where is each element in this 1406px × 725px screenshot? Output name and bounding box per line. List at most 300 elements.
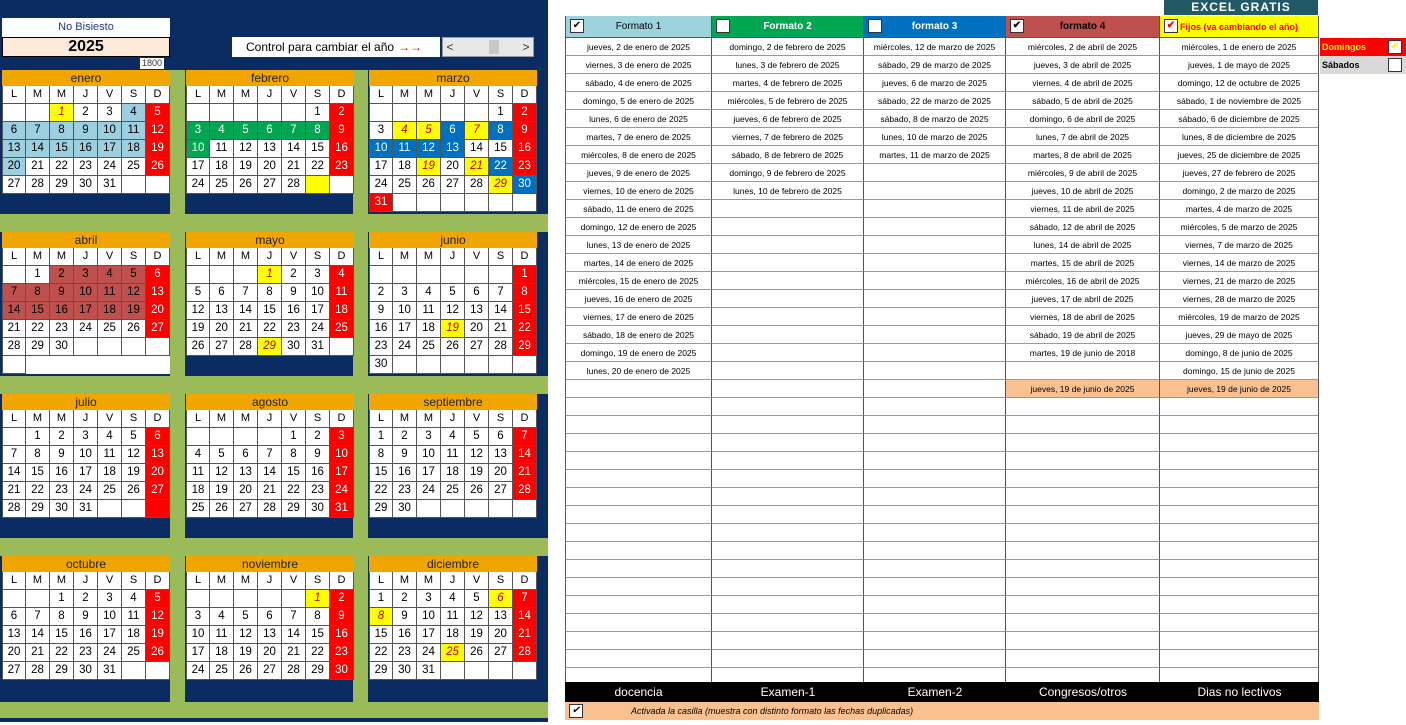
- date-cell[interactable]: [864, 344, 1006, 362]
- date-cell[interactable]: [1160, 506, 1319, 524]
- format-checkbox[interactable]: ✔: [716, 19, 730, 33]
- date-cell[interactable]: sábado, 29 de marzo de 2025: [864, 56, 1006, 74]
- day-cell[interactable]: 17: [306, 302, 330, 320]
- day-cell[interactable]: 3: [74, 266, 98, 284]
- date-cell[interactable]: [565, 488, 712, 506]
- day-cell[interactable]: 30: [330, 662, 354, 680]
- day-cell[interactable]: 16: [50, 302, 74, 320]
- day-cell[interactable]: 24: [74, 320, 98, 338]
- day-cell[interactable]: [282, 104, 306, 122]
- day-cell[interactable]: [393, 356, 417, 374]
- date-cell[interactable]: miércoles, 19 de marzo de 2025: [1160, 308, 1319, 326]
- day-cell[interactable]: 25: [330, 320, 354, 338]
- day-cell[interactable]: 11: [441, 608, 465, 626]
- day-cell[interactable]: 26: [441, 338, 465, 356]
- day-cell[interactable]: [441, 662, 465, 680]
- day-cell[interactable]: 25: [441, 482, 465, 500]
- date-cell[interactable]: [712, 416, 864, 434]
- day-cell[interactable]: 16: [330, 140, 354, 158]
- day-cell[interactable]: 21: [26, 158, 50, 176]
- day-cell[interactable]: [74, 338, 98, 356]
- day-cell[interactable]: [234, 104, 258, 122]
- day-cell[interactable]: 1: [306, 104, 330, 122]
- day-cell[interactable]: 8: [369, 446, 393, 464]
- date-cell[interactable]: [712, 272, 864, 290]
- day-cell[interactable]: 29: [50, 662, 74, 680]
- date-cell[interactable]: [712, 434, 864, 452]
- format-checkbox[interactable]: ✔: [1164, 19, 1178, 33]
- day-cell[interactable]: 10: [369, 140, 393, 158]
- day-cell[interactable]: 12: [234, 626, 258, 644]
- day-cell[interactable]: 1: [258, 266, 282, 284]
- day-cell[interactable]: 20: [146, 464, 170, 482]
- day-cell[interactable]: 27: [210, 338, 234, 356]
- day-cell[interactable]: [465, 500, 489, 518]
- day-cell[interactable]: 28: [513, 644, 537, 662]
- day-cell[interactable]: 10: [186, 626, 210, 644]
- date-cell[interactable]: viernes, 14 de marzo de 2025: [1160, 254, 1319, 272]
- day-cell[interactable]: 19: [122, 464, 146, 482]
- day-cell[interactable]: 30: [74, 662, 98, 680]
- day-cell[interactable]: 17: [186, 158, 210, 176]
- day-cell[interactable]: [146, 500, 170, 518]
- date-cell[interactable]: [712, 290, 864, 308]
- day-cell[interactable]: 1: [50, 104, 74, 122]
- day-cell[interactable]: 13: [210, 302, 234, 320]
- day-cell[interactable]: 25: [98, 482, 122, 500]
- date-cell[interactable]: [1160, 452, 1319, 470]
- day-cell[interactable]: 27: [489, 482, 513, 500]
- day-cell[interactable]: 26: [210, 500, 234, 518]
- day-cell[interactable]: 22: [50, 158, 74, 176]
- day-cell[interactable]: [489, 662, 513, 680]
- day-cell[interactable]: 26: [146, 644, 170, 662]
- date-cell[interactable]: [712, 362, 864, 380]
- day-cell[interactable]: 28: [234, 338, 258, 356]
- date-cell[interactable]: [864, 578, 1006, 596]
- day-cell[interactable]: 15: [26, 464, 50, 482]
- day-cell[interactable]: 24: [98, 644, 122, 662]
- date-cell[interactable]: sábado, 4 de enero de 2025: [565, 74, 712, 92]
- day-cell[interactable]: 21: [258, 482, 282, 500]
- day-cell[interactable]: 20: [465, 320, 489, 338]
- day-cell[interactable]: 20: [146, 302, 170, 320]
- day-cell[interactable]: 4: [122, 104, 146, 122]
- day-cell[interactable]: 9: [50, 284, 74, 302]
- day-cell[interactable]: 19: [146, 140, 170, 158]
- day-cell[interactable]: 19: [122, 302, 146, 320]
- date-cell[interactable]: [864, 488, 1006, 506]
- day-cell[interactable]: [465, 356, 489, 374]
- day-cell[interactable]: 27: [234, 500, 258, 518]
- day-cell[interactable]: 11: [122, 608, 146, 626]
- day-cell[interactable]: [2, 590, 26, 608]
- day-cell[interactable]: 7: [2, 446, 26, 464]
- day-cell[interactable]: 4: [122, 590, 146, 608]
- day-cell[interactable]: 15: [306, 140, 330, 158]
- day-cell[interactable]: 1: [369, 590, 393, 608]
- day-cell[interactable]: 4: [210, 122, 234, 140]
- day-cell[interactable]: 28: [465, 176, 489, 194]
- day-cell[interactable]: 18: [441, 626, 465, 644]
- day-cell[interactable]: 24: [417, 644, 441, 662]
- date-cell[interactable]: [565, 524, 712, 542]
- day-cell[interactable]: [122, 662, 146, 680]
- day-cell[interactable]: 29: [513, 338, 537, 356]
- day-cell[interactable]: 10: [306, 284, 330, 302]
- day-cell[interactable]: 6: [2, 122, 26, 140]
- day-cell[interactable]: 22: [489, 158, 513, 176]
- date-cell[interactable]: [712, 254, 864, 272]
- date-cell[interactable]: miércoles, 12 de marzo de 2025: [864, 38, 1006, 56]
- date-cell[interactable]: sábado, 12 de abril de 2025: [1006, 218, 1160, 236]
- day-cell[interactable]: 10: [186, 140, 210, 158]
- day-cell[interactable]: [2, 266, 26, 284]
- day-cell[interactable]: 6: [146, 428, 170, 446]
- day-cell[interactable]: 11: [393, 140, 417, 158]
- day-cell[interactable]: 1: [50, 590, 74, 608]
- day-cell[interactable]: 13: [146, 284, 170, 302]
- day-cell[interactable]: 3: [417, 590, 441, 608]
- day-cell[interactable]: 8: [50, 122, 74, 140]
- date-cell[interactable]: jueves, 19 de junio de 2025: [1006, 380, 1160, 398]
- date-cell[interactable]: [864, 614, 1006, 632]
- date-cell[interactable]: [712, 398, 864, 416]
- day-cell[interactable]: 22: [513, 320, 537, 338]
- day-cell[interactable]: 4: [441, 590, 465, 608]
- format-checkbox[interactable]: ✔: [868, 19, 882, 33]
- day-cell[interactable]: 14: [489, 302, 513, 320]
- date-cell[interactable]: [712, 578, 864, 596]
- date-cell[interactable]: sábado, 8 de febrero de 2025: [712, 146, 864, 164]
- day-cell[interactable]: 5: [122, 266, 146, 284]
- date-cell[interactable]: [1006, 398, 1160, 416]
- day-cell[interactable]: 12: [234, 140, 258, 158]
- day-cell[interactable]: [417, 500, 441, 518]
- date-cell[interactable]: jueves, 19 de junio de 2025: [1160, 380, 1319, 398]
- date-cell[interactable]: domingo, 12 de enero de 2025: [565, 218, 712, 236]
- date-cell[interactable]: [565, 416, 712, 434]
- day-cell[interactable]: [441, 266, 465, 284]
- day-cell[interactable]: 6: [489, 590, 513, 608]
- date-cell[interactable]: viernes, 7 de febrero de 2025: [712, 128, 864, 146]
- day-cell[interactable]: 24: [330, 482, 354, 500]
- day-cell[interactable]: 30: [74, 176, 98, 194]
- day-cell[interactable]: [330, 338, 354, 356]
- day-cell[interactable]: 17: [330, 464, 354, 482]
- day-cell[interactable]: 16: [513, 140, 537, 158]
- format-header-1[interactable]: [565, 16, 712, 38]
- day-cell[interactable]: [26, 104, 50, 122]
- domingos-option[interactable]: [1320, 38, 1406, 56]
- day-cell[interactable]: [513, 662, 537, 680]
- date-cell[interactable]: [1160, 524, 1319, 542]
- day-cell[interactable]: 25: [122, 158, 146, 176]
- day-cell[interactable]: 8: [26, 284, 50, 302]
- day-cell[interactable]: 3: [186, 608, 210, 626]
- date-cell[interactable]: viernes, 21 de marzo de 2025: [1160, 272, 1319, 290]
- date-cell[interactable]: viernes, 10 de enero de 2025: [565, 182, 712, 200]
- date-cell[interactable]: sábado, 22 de marzo de 2025: [864, 92, 1006, 110]
- day-cell[interactable]: 11: [441, 446, 465, 464]
- domingos-checkbox[interactable]: ✔: [1388, 40, 1402, 54]
- day-cell[interactable]: 5: [465, 590, 489, 608]
- date-cell[interactable]: lunes, 20 de enero de 2025: [565, 362, 712, 380]
- day-cell[interactable]: 6: [210, 284, 234, 302]
- day-cell[interactable]: [393, 266, 417, 284]
- date-cell[interactable]: [712, 524, 864, 542]
- day-cell[interactable]: [98, 338, 122, 356]
- day-cell[interactable]: 17: [74, 302, 98, 320]
- day-cell[interactable]: 23: [50, 320, 74, 338]
- date-cell[interactable]: [1160, 416, 1319, 434]
- day-cell[interactable]: 4: [393, 122, 417, 140]
- day-cell[interactable]: 12: [146, 608, 170, 626]
- date-cell[interactable]: domingo, 6 de abril de 2025: [1006, 110, 1160, 128]
- day-cell[interactable]: [186, 104, 210, 122]
- date-cell[interactable]: [565, 398, 712, 416]
- day-cell[interactable]: 30: [282, 338, 306, 356]
- day-cell[interactable]: 22: [258, 320, 282, 338]
- date-cell[interactable]: jueves, 29 de mayo de 2025: [1160, 326, 1319, 344]
- day-cell[interactable]: 29: [26, 338, 50, 356]
- day-cell[interactable]: 17: [98, 626, 122, 644]
- date-cell[interactable]: [565, 470, 712, 488]
- date-cell[interactable]: [1160, 596, 1319, 614]
- day-cell[interactable]: 9: [282, 284, 306, 302]
- date-cell[interactable]: miércoles, 16 de abril de 2025: [1006, 272, 1160, 290]
- day-cell[interactable]: 2: [369, 284, 393, 302]
- date-cell[interactable]: jueves, 17 de abril de 2025: [1006, 290, 1160, 308]
- day-cell[interactable]: 5: [122, 428, 146, 446]
- day-cell[interactable]: 19: [465, 464, 489, 482]
- date-cell[interactable]: [864, 290, 1006, 308]
- date-cell[interactable]: [1006, 542, 1160, 560]
- day-cell[interactable]: 5: [417, 122, 441, 140]
- day-cell[interactable]: [2, 428, 26, 446]
- day-cell[interactable]: [186, 590, 210, 608]
- day-cell[interactable]: [210, 590, 234, 608]
- day-cell[interactable]: 16: [369, 320, 393, 338]
- day-cell[interactable]: 8: [282, 446, 306, 464]
- day-cell[interactable]: 23: [74, 644, 98, 662]
- date-cell[interactable]: [864, 470, 1006, 488]
- day-cell[interactable]: 1: [306, 590, 330, 608]
- day-cell[interactable]: 18: [417, 320, 441, 338]
- day-cell[interactable]: 11: [210, 626, 234, 644]
- day-cell[interactable]: 16: [330, 626, 354, 644]
- date-cell[interactable]: viernes, 28 de marzo de 2025: [1160, 290, 1319, 308]
- date-cell[interactable]: [712, 542, 864, 560]
- day-cell[interactable]: 4: [330, 266, 354, 284]
- day-cell[interactable]: 10: [417, 608, 441, 626]
- date-cell[interactable]: [864, 398, 1006, 416]
- day-cell[interactable]: [393, 194, 417, 212]
- date-cell[interactable]: jueves, 1 de mayo de 2025: [1160, 56, 1319, 74]
- format-header-4[interactable]: [1006, 16, 1160, 38]
- day-cell[interactable]: 16: [393, 626, 417, 644]
- date-cell[interactable]: lunes, 10 de marzo de 2025: [864, 128, 1006, 146]
- day-cell[interactable]: 14: [26, 140, 50, 158]
- day-cell[interactable]: 21: [282, 158, 306, 176]
- day-cell[interactable]: 22: [306, 644, 330, 662]
- date-cell[interactable]: [712, 614, 864, 632]
- day-cell[interactable]: [393, 104, 417, 122]
- day-cell[interactable]: 5: [441, 284, 465, 302]
- scroll-thumb[interactable]: [489, 40, 499, 54]
- day-cell[interactable]: 24: [186, 176, 210, 194]
- day-cell[interactable]: 13: [258, 140, 282, 158]
- day-cell[interactable]: 18: [122, 140, 146, 158]
- date-cell[interactable]: [1160, 614, 1319, 632]
- day-cell[interactable]: 18: [330, 302, 354, 320]
- day-cell[interactable]: 5: [234, 608, 258, 626]
- day-cell[interactable]: 7: [282, 122, 306, 140]
- day-cell[interactable]: 22: [26, 482, 50, 500]
- day-cell[interactable]: 24: [369, 176, 393, 194]
- day-cell[interactable]: 23: [393, 482, 417, 500]
- day-cell[interactable]: [465, 662, 489, 680]
- day-cell[interactable]: 10: [417, 446, 441, 464]
- date-cell[interactable]: [1160, 488, 1319, 506]
- date-cell[interactable]: martes, 19 de junio de 2018: [1006, 344, 1160, 362]
- date-cell[interactable]: [864, 380, 1006, 398]
- day-cell[interactable]: 29: [258, 338, 282, 356]
- date-cell[interactable]: lunes, 7 de abril de 2025: [1006, 128, 1160, 146]
- day-cell[interactable]: 5: [146, 590, 170, 608]
- day-cell[interactable]: 12: [146, 122, 170, 140]
- day-cell[interactable]: 13: [2, 140, 26, 158]
- day-cell[interactable]: 22: [26, 320, 50, 338]
- day-cell[interactable]: 13: [234, 464, 258, 482]
- day-cell[interactable]: 3: [330, 428, 354, 446]
- day-cell[interactable]: 22: [306, 158, 330, 176]
- date-cell[interactable]: jueves, 10 de abril de 2025: [1006, 182, 1160, 200]
- date-cell[interactable]: [1006, 596, 1160, 614]
- day-cell[interactable]: 13: [258, 626, 282, 644]
- day-cell[interactable]: 2: [393, 428, 417, 446]
- day-cell[interactable]: [2, 104, 26, 122]
- day-cell[interactable]: 12: [210, 464, 234, 482]
- day-cell[interactable]: 27: [465, 338, 489, 356]
- date-cell[interactable]: [864, 236, 1006, 254]
- date-cell[interactable]: domingo, 5 de enero de 2025: [565, 92, 712, 110]
- day-cell[interactable]: 19: [186, 320, 210, 338]
- day-cell[interactable]: 22: [369, 644, 393, 662]
- day-cell[interactable]: 7: [26, 122, 50, 140]
- day-cell[interactable]: 20: [2, 158, 26, 176]
- day-cell[interactable]: [234, 590, 258, 608]
- day-cell[interactable]: 24: [306, 320, 330, 338]
- day-cell[interactable]: 26: [186, 338, 210, 356]
- day-cell[interactable]: [146, 662, 170, 680]
- day-cell[interactable]: 4: [98, 428, 122, 446]
- date-cell[interactable]: miércoles, 5 de marzo de 2025: [1160, 218, 1319, 236]
- day-cell[interactable]: 30: [369, 356, 393, 374]
- day-cell[interactable]: 2: [50, 266, 74, 284]
- date-cell[interactable]: jueves, 25 de diciembre de 2025: [1160, 146, 1319, 164]
- date-cell[interactable]: [712, 506, 864, 524]
- day-cell[interactable]: 26: [465, 482, 489, 500]
- day-cell[interactable]: 15: [513, 302, 537, 320]
- day-cell[interactable]: 1: [513, 266, 537, 284]
- day-cell[interactable]: 14: [282, 140, 306, 158]
- day-cell[interactable]: 2: [74, 104, 98, 122]
- day-cell[interactable]: [489, 356, 513, 374]
- day-cell[interactable]: 18: [393, 158, 417, 176]
- day-cell[interactable]: 12: [417, 140, 441, 158]
- day-cell[interactable]: 14: [234, 302, 258, 320]
- day-cell[interactable]: 31: [330, 500, 354, 518]
- day-cell[interactable]: 5: [465, 428, 489, 446]
- date-cell[interactable]: sábado, 8 de marzo de 2025: [864, 110, 1006, 128]
- day-cell[interactable]: 18: [210, 158, 234, 176]
- date-cell[interactable]: lunes, 10 de febrero de 2025: [712, 182, 864, 200]
- day-cell[interactable]: 26: [417, 176, 441, 194]
- day-cell[interactable]: 3: [74, 428, 98, 446]
- day-cell[interactable]: 1: [282, 428, 306, 446]
- day-cell[interactable]: 24: [74, 482, 98, 500]
- date-cell[interactable]: viernes, 7 de marzo de 2025: [1160, 236, 1319, 254]
- day-cell[interactable]: 15: [50, 140, 74, 158]
- day-cell[interactable]: 20: [2, 644, 26, 662]
- day-cell[interactable]: 7: [234, 284, 258, 302]
- day-cell[interactable]: 12: [122, 284, 146, 302]
- date-cell[interactable]: [712, 344, 864, 362]
- date-cell[interactable]: [1160, 398, 1319, 416]
- day-cell[interactable]: 27: [489, 644, 513, 662]
- date-cell[interactable]: [565, 434, 712, 452]
- day-cell[interactable]: 23: [282, 320, 306, 338]
- date-cell[interactable]: [1006, 434, 1160, 452]
- date-cell[interactable]: [864, 506, 1006, 524]
- day-cell[interactable]: 9: [74, 608, 98, 626]
- day-cell[interactable]: 27: [146, 320, 170, 338]
- day-cell[interactable]: 15: [258, 302, 282, 320]
- day-cell[interactable]: 16: [393, 464, 417, 482]
- day-cell[interactable]: [489, 194, 513, 212]
- day-cell[interactable]: 7: [282, 608, 306, 626]
- day-cell[interactable]: 19: [234, 158, 258, 176]
- day-cell[interactable]: 26: [234, 176, 258, 194]
- day-cell[interactable]: 11: [186, 464, 210, 482]
- day-cell[interactable]: 2: [306, 428, 330, 446]
- day-cell[interactable]: 19: [465, 626, 489, 644]
- date-cell[interactable]: viernes, 4 de abril de 2025: [1006, 74, 1160, 92]
- day-cell[interactable]: 2: [330, 590, 354, 608]
- day-cell[interactable]: 28: [282, 662, 306, 680]
- day-cell[interactable]: 27: [441, 176, 465, 194]
- day-cell[interactable]: 26: [465, 644, 489, 662]
- day-cell[interactable]: 30: [50, 500, 74, 518]
- day-cell[interactable]: 6: [258, 608, 282, 626]
- day-cell[interactable]: 24: [186, 662, 210, 680]
- day-cell[interactable]: 28: [282, 176, 306, 194]
- day-cell[interactable]: 8: [306, 608, 330, 626]
- day-cell[interactable]: 25: [441, 644, 465, 662]
- day-cell[interactable]: 9: [74, 122, 98, 140]
- day-cell[interactable]: 18: [441, 464, 465, 482]
- day-cell[interactable]: 7: [26, 608, 50, 626]
- day-cell[interactable]: 27: [2, 662, 26, 680]
- day-cell[interactable]: [369, 266, 393, 284]
- day-cell[interactable]: 20: [258, 644, 282, 662]
- date-cell[interactable]: jueves, 3 de abril de 2025: [1006, 56, 1160, 74]
- day-cell[interactable]: [369, 104, 393, 122]
- date-cell[interactable]: [1006, 560, 1160, 578]
- day-cell[interactable]: 17: [98, 140, 122, 158]
- day-cell[interactable]: 23: [330, 158, 354, 176]
